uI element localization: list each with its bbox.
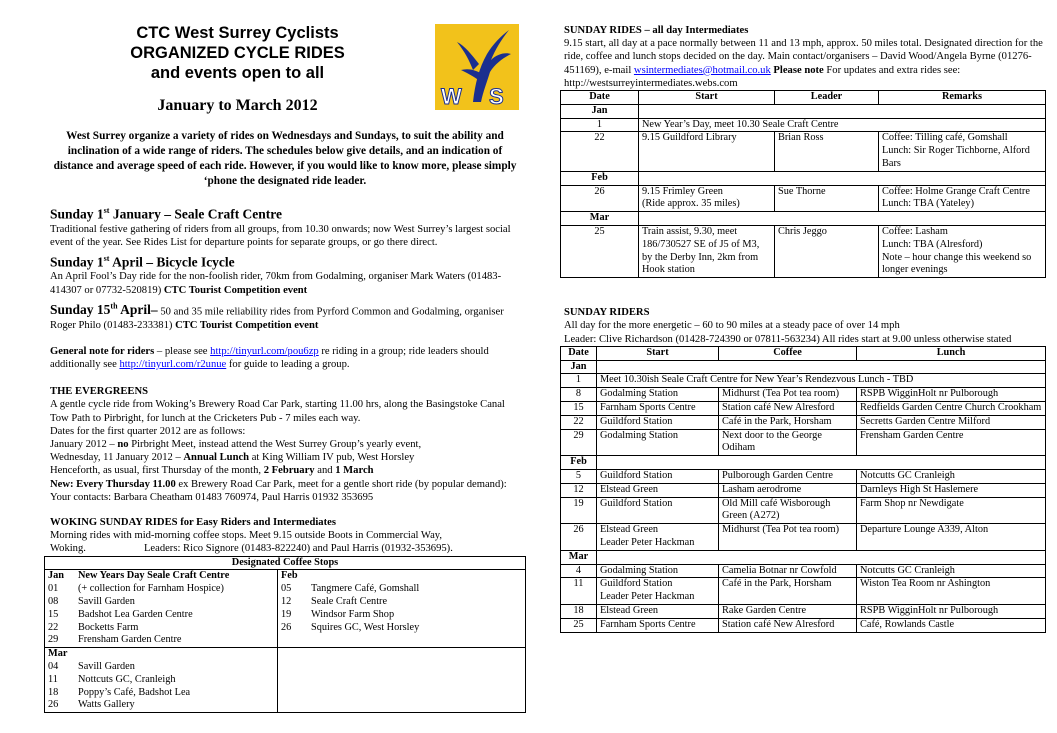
logo-letter-s: S xyxy=(489,84,504,109)
month-label: Feb xyxy=(278,570,309,583)
table-row xyxy=(45,648,526,661)
coffee-stops-title: Designated Coffee Stops xyxy=(45,556,526,570)
table-row xyxy=(561,132,1046,171)
coffee-stop: Watts Gallery xyxy=(75,699,278,712)
coffee-stop: Tangmere Café, Gomshall xyxy=(308,583,526,596)
coffee-date: 18 xyxy=(45,687,76,700)
date-cell: 26 xyxy=(561,524,597,551)
column-header: Date xyxy=(561,346,597,360)
lunch-cell: Redfields Garden Centre Church Crookham xyxy=(857,401,1046,415)
month-filler xyxy=(597,456,1046,470)
leader-cell: Chris Jeggo xyxy=(775,225,879,277)
table-row xyxy=(561,578,1046,605)
remarks-cell: Coffee: Holme Grange Craft Centre Lunch: TBA (Yateley) xyxy=(879,185,1046,212)
event-heading: Sunday 1st April – Bicycle Icycle xyxy=(50,253,235,270)
coffee-date xyxy=(278,661,309,674)
month-filler xyxy=(639,212,1046,226)
event-text: Sunday 15th April– 50 and 35 mile reliability rides from Pyrford Common and Godalming, organiser Roger Philo (01483-233381) CTC Tourist Competition event xyxy=(50,301,504,331)
date-cell: 22 xyxy=(561,132,639,171)
leader-cell: Sue Thorne xyxy=(775,185,879,212)
coffee-stop: Savill Garden xyxy=(75,661,278,674)
coffee-stop xyxy=(308,687,526,700)
lunch-cell: Wiston Tea Room nr Ashington xyxy=(857,578,1046,605)
evergreens-para: Dates for the first quarter 2012 are as follows: xyxy=(50,425,246,437)
coffee-date: 01 xyxy=(45,583,76,596)
remarks-cell: Coffee: Lasham Lunch: TBA (Alresford) Note – hour change this weekend so longer evenings xyxy=(879,225,1046,277)
page-header xyxy=(50,22,425,83)
table-row xyxy=(561,483,1046,497)
coffee-cell: Café in the Park, Horsham xyxy=(719,578,857,605)
date-cell: 18 xyxy=(561,604,597,618)
header-line-2: ORGANIZED CYCLE RIDES xyxy=(130,44,345,62)
coffee-date: 11 xyxy=(45,674,76,687)
event-2 xyxy=(50,251,520,297)
logo-letter-w: W xyxy=(441,84,462,109)
start-cell: 9.15 Frimley Green (Ride approx. 35 miles) xyxy=(639,185,775,212)
table-row xyxy=(45,570,526,583)
sunday-riders-section xyxy=(564,306,1050,632)
start-cell: 9.15 Guildford Library xyxy=(639,132,775,171)
column-header: Remarks xyxy=(879,91,1046,105)
evergreens-para: Henceforth, as usual, first Thursday of the month, 2 February and 1 March xyxy=(50,465,374,477)
evergreens-section xyxy=(50,385,520,504)
start-cell: Guildford Station xyxy=(597,469,719,483)
coffee-cell: Lasham aerodrome xyxy=(719,483,857,497)
sunday-rides-table xyxy=(560,90,1046,278)
event-heading: Sunday 15th April– xyxy=(50,301,158,318)
column-header: Date xyxy=(561,91,639,105)
month-label: Mar xyxy=(561,212,639,226)
date-cell: 1 xyxy=(561,118,639,132)
coffee-date: 19 xyxy=(278,609,309,622)
lunch-cell: Farm Shop nr Newdigate xyxy=(857,497,1046,524)
date-cell: 19 xyxy=(561,497,597,524)
header-line-3: and events open to all xyxy=(150,64,325,82)
date-cell: 15 xyxy=(561,401,597,415)
date-cell: 5 xyxy=(561,469,597,483)
coffee-cell: Old Mill café Wisborough Green (A272) xyxy=(719,497,857,524)
month-row xyxy=(561,212,1046,226)
start-cell: Guildford Station Leader Peter Hackman xyxy=(597,578,719,605)
date-cell: 26 xyxy=(561,185,639,212)
coffee-stop: Seale Craft Centre xyxy=(308,596,526,609)
sunday-rides-title: SUNDAY RIDES – all day Intermediates xyxy=(564,25,749,36)
lunch-cell: Secretts Garden Centre Milford xyxy=(857,415,1046,429)
lunch-cell: Notcutts GC Cranleigh xyxy=(857,564,1046,578)
email-link[interactable]: wsintermediates@hotmail.co.uk xyxy=(633,64,771,76)
start-cell: Train assist, 9.30, meet 186/730527 SE of J5 of M3, by the Derby Inn, 2km from Hook station xyxy=(639,225,775,277)
month-label: Feb xyxy=(561,456,597,470)
coffee-stop xyxy=(308,634,526,647)
lunch-cell: RSPB WigginHolt nr Pulborough xyxy=(857,604,1046,618)
date-cell: 8 xyxy=(561,388,597,402)
start-cell: Elstead Green Leader Peter Hackman xyxy=(597,524,719,551)
column-header: Coffee xyxy=(719,346,857,360)
coffee-cell: Pulborough Garden Centre xyxy=(719,469,857,483)
woking-title: WOKING SUNDAY RIDES for Easy Riders and Intermediates xyxy=(50,516,336,528)
coffee-cell: Next door to the George Odiham xyxy=(719,429,857,456)
event-heading: Sunday 1st January – Seale Craft Centre xyxy=(50,206,283,222)
evergreens-para: A gentle cycle ride from Woking’s Brewery Road Car Park, starting 11.00 hrs, along the Basingstoke Canal Tow Path to Pirbright, for lunch at the Cricketers Pub - 7 miles each way. xyxy=(50,399,505,424)
sunday-rides-para: 9.15 start, all day at a pace normally between 11 and 13 mph, approx. 50 miles total. Designated direction for the ride, coffee and lunch stops decided on the day. Main contact/organisers – David Wood/Angela Byrne (01276-451169), e-mail wsintermediates@hotmail.co.uk Please note For updates and extra rides see: http://westsurreyintermediates.webs.com xyxy=(564,38,1043,89)
sunday-riders-title: SUNDAY RIDERS xyxy=(564,307,650,319)
table-row xyxy=(561,185,1046,212)
month-row xyxy=(561,456,1046,470)
coffee-cell: Midhurst (Tea Pot tea room) xyxy=(719,388,857,402)
table-row xyxy=(561,374,1046,388)
coffee-date: 15 xyxy=(45,609,76,622)
event-3 xyxy=(50,299,520,332)
coffee-cell: Station café New Alresford xyxy=(719,618,857,632)
table-row xyxy=(45,674,526,687)
event-text: Traditional festive gathering of riders from all groups, from 10.30 onwards; now West Surrey’s largest social event of the year. See Rides List for departure points for separate groups, or go there direct. xyxy=(50,223,511,248)
column-header: Leader xyxy=(775,91,879,105)
coffee-cell: Midhurst (Tea Pot tea room) xyxy=(719,524,857,551)
leader-cell: Brian Ross xyxy=(775,132,879,171)
table-row xyxy=(45,634,526,647)
table-row xyxy=(561,415,1046,429)
coffee-date xyxy=(278,648,309,661)
span-cell: Meet 10.30ish Seale Craft Centre for New Year’s Rendezvous Lunch - TBD xyxy=(597,374,1046,388)
start-cell: Godalming Station xyxy=(597,564,719,578)
month-label: Feb xyxy=(561,171,639,185)
month-row xyxy=(561,360,1046,374)
coffee-stop: Nottcuts GC, Cranleigh xyxy=(75,674,278,687)
table-row xyxy=(45,596,526,609)
month-label: Jan xyxy=(561,104,639,118)
table-row xyxy=(45,609,526,622)
coffee-date xyxy=(278,634,309,647)
date-cell: 22 xyxy=(561,415,597,429)
coffee-date xyxy=(278,687,309,700)
month-label: Mar xyxy=(45,648,76,661)
start-cell: Godalming Station xyxy=(597,429,719,456)
date-cell: 11 xyxy=(561,578,597,605)
coffee-stop: New Years Day Seale Craft Centre xyxy=(75,570,278,583)
coffee-stop: Poppy’s Café, Badshot Lea xyxy=(75,687,278,700)
remarks-cell: Coffee: Tilling café, Gomshall Lunch: Sir Roger Tichborne, Alford Bars xyxy=(879,132,1046,171)
coffee-stop xyxy=(308,570,526,583)
month-row xyxy=(561,104,1046,118)
date-cell: 29 xyxy=(561,429,597,456)
event-1 xyxy=(50,203,520,249)
coffee-stops-table xyxy=(44,556,526,714)
coffee-stop: Squires GC, West Horsley xyxy=(308,622,526,635)
month-filler xyxy=(597,550,1046,564)
month-row xyxy=(561,550,1046,564)
month-label: Jan xyxy=(45,570,76,583)
coffee-cell: Camelia Botnar nr Cowfold xyxy=(719,564,857,578)
coffee-date: 26 xyxy=(45,699,76,712)
month-filler xyxy=(639,104,1046,118)
coffee-date: 22 xyxy=(45,622,76,635)
lunch-cell: Departure Lounge A339, Alton xyxy=(857,524,1046,551)
evergreens-para: Wednesday, 11 January 2012 – Annual Lunch at King William IV pub, West Horsley xyxy=(50,452,415,464)
coffee-stop xyxy=(308,661,526,674)
table-row xyxy=(561,225,1046,277)
table-row xyxy=(45,699,526,712)
lunch-cell: RSPB WigginHolt nr Pulborough xyxy=(857,388,1046,402)
table-row xyxy=(561,469,1046,483)
coffee-stop xyxy=(75,648,278,661)
coffee-cell: Café in the Park, Horsham xyxy=(719,415,857,429)
table-row xyxy=(561,497,1046,524)
date-cell: 25 xyxy=(561,225,639,277)
table-row xyxy=(45,622,526,635)
evergreens-para: New: Every Thursday 11.00 ex Brewery Road Car Park, meet for a gentle short ride (by popular demand): Your contacts: Barbara Cheatham 01483 760974, Paul Harris 01932 353695 xyxy=(50,478,507,503)
table-row xyxy=(561,388,1046,402)
coffee-stop: Frensham Garden Centre xyxy=(75,634,278,647)
coffee-stop xyxy=(308,699,526,712)
table-row xyxy=(561,618,1046,632)
coffee-stop xyxy=(308,674,526,687)
evergreens-para: January 2012 – no Pirbright Meet, instead attend the West Surrey Group’s yearly event, xyxy=(50,438,422,450)
month-row xyxy=(561,171,1046,185)
coffee-stop xyxy=(308,648,526,661)
start-cell: Guildford Station xyxy=(597,497,719,524)
date-cell: 1 xyxy=(561,374,597,388)
coffee-stop: Savill Garden xyxy=(75,596,278,609)
month-filler xyxy=(639,171,1046,185)
coffee-stop: Windsor Farm Shop xyxy=(308,609,526,622)
coffee-cell: Rake Garden Centre xyxy=(719,604,857,618)
start-cell: Elstead Green xyxy=(597,604,719,618)
woking-para: Woking. Leaders: Rico Signore (01483-822240) and Paul Harris (01932-353695). xyxy=(50,543,453,555)
period-title: January to March 2012 xyxy=(157,97,318,114)
table-row xyxy=(561,604,1046,618)
coffee-date: 29 xyxy=(45,634,76,647)
coffee-date: 26 xyxy=(278,622,309,635)
ws-logo xyxy=(435,24,519,110)
tinyurl-link-2[interactable]: http://tinyurl.com/r2unue xyxy=(119,358,227,370)
right-column xyxy=(564,24,1050,633)
left-column xyxy=(50,22,520,713)
evergreens-title: THE EVERGREENS xyxy=(50,386,149,398)
start-cell: Godalming Station xyxy=(597,388,719,402)
date-cell: 12 xyxy=(561,483,597,497)
lunch-cell: Notcutts GC Cranleigh xyxy=(857,469,1046,483)
table-row xyxy=(561,401,1046,415)
coffee-date: 08 xyxy=(45,596,76,609)
coffee-date: 12 xyxy=(278,596,309,609)
lunch-cell: Café, Rowlands Castle xyxy=(857,618,1046,632)
header-line-1: CTC West Surrey Cyclists xyxy=(136,24,339,42)
start-cell: Elstead Green xyxy=(597,483,719,497)
start-cell: Farnham Sports Centre xyxy=(597,401,719,415)
coffee-stop: Bocketts Farm xyxy=(75,622,278,635)
coffee-stop: (+ collection for Farnham Hospice) xyxy=(75,583,278,596)
sunday-rides-section xyxy=(564,24,1050,278)
date-cell: 25 xyxy=(561,618,597,632)
sunday-riders-table xyxy=(560,346,1046,633)
table-row xyxy=(45,583,526,596)
sunday-riders-para: All day for the more energetic – 60 to 90 miles at a steady pace of over 14 mph xyxy=(564,320,900,332)
date-cell: 4 xyxy=(561,564,597,578)
coffee-date: 04 xyxy=(45,661,76,674)
table-row xyxy=(561,564,1046,578)
coffee-stop: Badshot Lea Garden Centre xyxy=(75,609,278,622)
span-cell: New Year’s Day, meet 10.30 Seale Craft Centre xyxy=(639,118,1046,132)
table-row xyxy=(45,661,526,674)
column-header: Start xyxy=(597,346,719,360)
event-text: An April Fool’s Day ride for the non-foolish rider, 70km from Godalming, organiser Mark Waters (01483-414307 or 07732-520819) CTC Tourist Competition event xyxy=(50,271,502,296)
coffee-date xyxy=(278,674,309,687)
lunch-cell: Darnleys High St Haslemere xyxy=(857,483,1046,497)
coffee-date xyxy=(278,699,309,712)
table-row xyxy=(561,524,1046,551)
woking-section xyxy=(50,516,520,713)
table-row xyxy=(45,687,526,700)
coffee-date: 05 xyxy=(278,583,309,596)
coffee-cell: Station café New Alresford xyxy=(719,401,857,415)
start-cell: Guildford Station xyxy=(597,415,719,429)
woking-para: Morning rides with mid-morning coffee stops. Meet 9.15 outside Boots in Commercial Way, xyxy=(50,530,443,542)
tinyurl-link-1[interactable]: http://tinyurl.com/pou6zp xyxy=(210,345,319,357)
sunday-riders-para: Leader: Clive Richardson (01428-724390 or 07811-563234) All rides start at 9.00 unless otherwise stated xyxy=(564,333,1012,345)
intro-text: West Surrey organize a variety of rides on Wednesdays and Sundays, to suit the ability and inclination of a wide range of riders. The schedules below give details, and an indication of distance and average speed of each ride. However, if you would like to know more, please simply ‘phone the designated ride leader. xyxy=(53,130,517,187)
table-row xyxy=(561,429,1046,456)
month-label: Mar xyxy=(561,550,597,564)
general-note: General note for riders – please see http://tinyurl.com/pou6zp re riding in a group; ride leaders should additionally see http://tinyurl.com/r2unue for guide to leading a group. xyxy=(50,345,489,370)
month-label: Jan xyxy=(561,360,597,374)
table-row xyxy=(561,118,1046,132)
column-header: Lunch xyxy=(857,346,1046,360)
month-filler xyxy=(597,360,1046,374)
lunch-cell: Frensham Garden Centre xyxy=(857,429,1046,456)
start-cell: Farnham Sports Centre xyxy=(597,618,719,632)
column-header: Start xyxy=(639,91,775,105)
